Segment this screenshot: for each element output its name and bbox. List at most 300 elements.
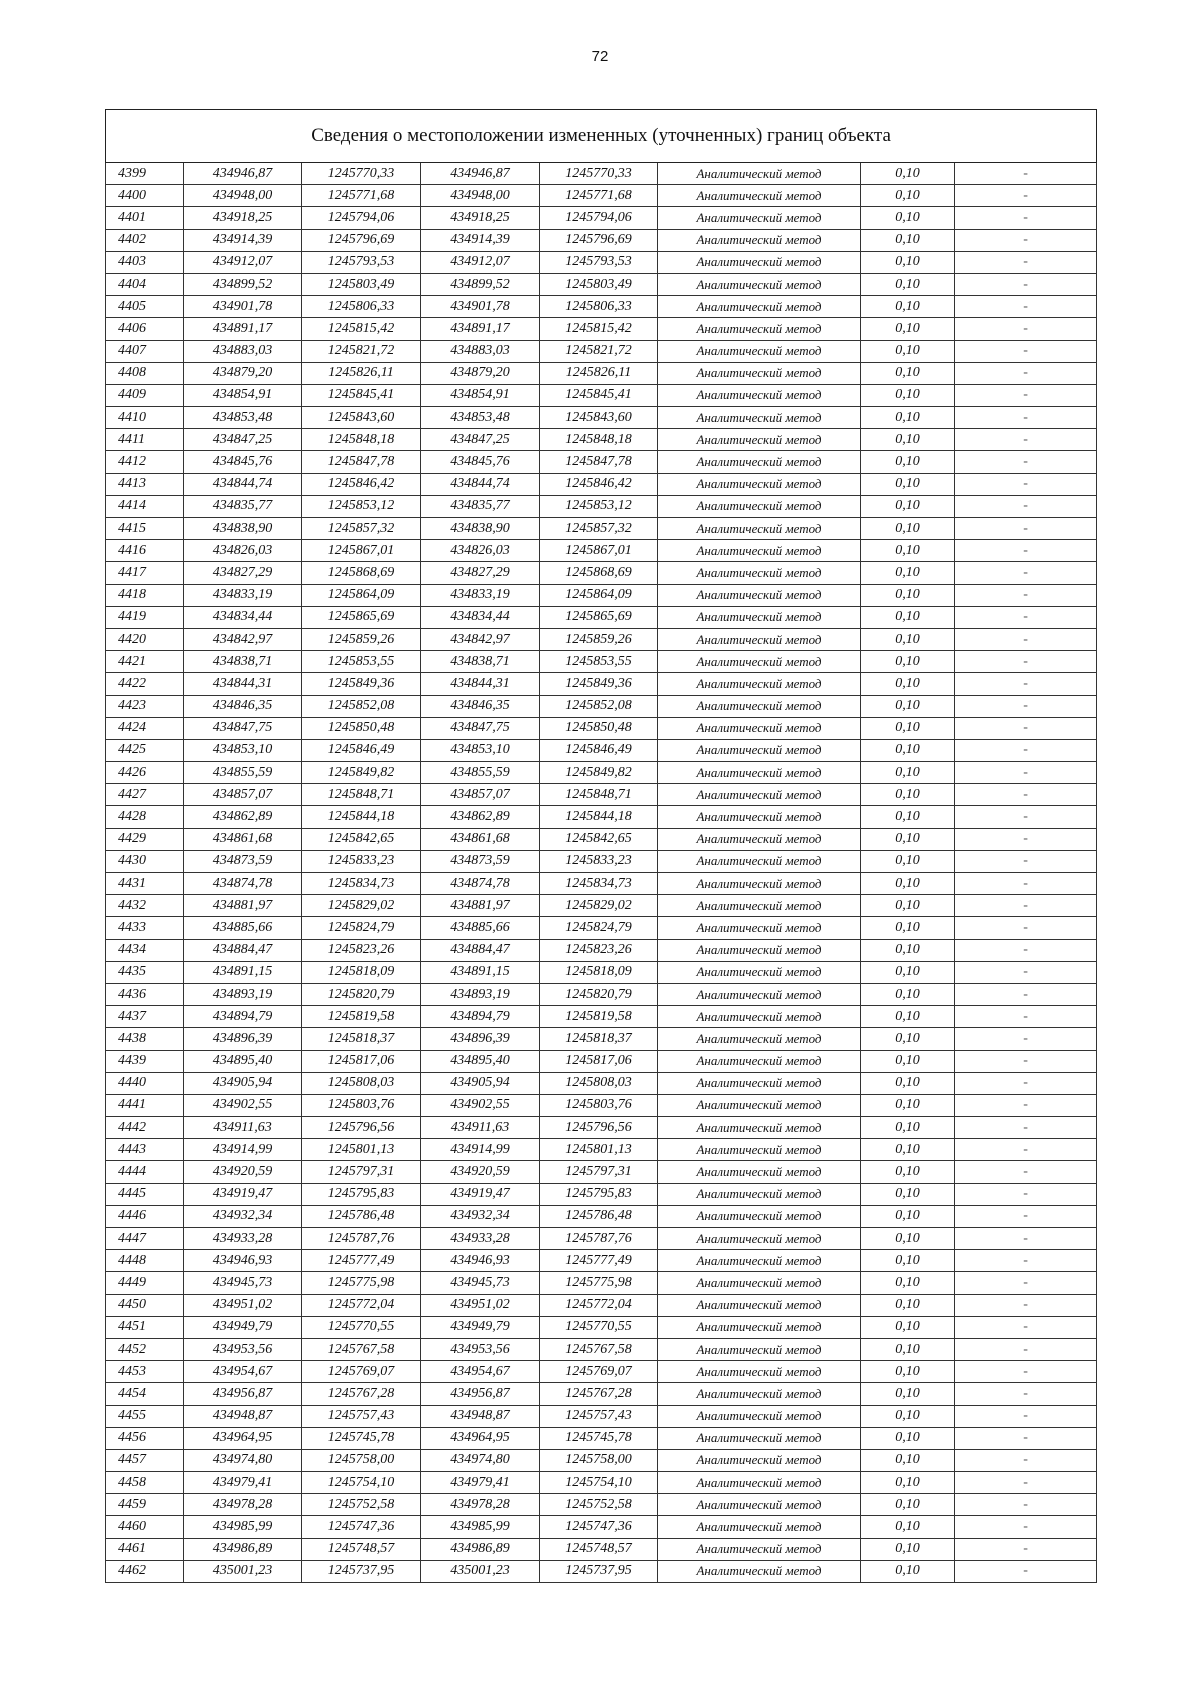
cell-method: Аналитический метод	[658, 606, 861, 628]
cell-new-x: 434884,47	[421, 939, 540, 961]
cell-new-y: 1245745,78	[540, 1427, 658, 1449]
cell-point-number: 4460	[106, 1516, 184, 1538]
cell-old-x: 434919,47	[184, 1183, 302, 1205]
cell-method: Аналитический метод	[658, 695, 861, 717]
table-caption: Сведения о местоположении измененных (уточненных) границ объекта	[106, 110, 1097, 163]
cell-old-x: 434932,34	[184, 1205, 302, 1227]
table-row	[106, 784, 1097, 806]
cell-precision: 0,10	[861, 628, 955, 650]
cell-new-y: 1245842,65	[540, 828, 658, 850]
table-row	[106, 828, 1097, 850]
cell-new-y: 1245845,41	[540, 384, 658, 406]
cell-old-x: 434862,89	[184, 806, 302, 828]
cell-point-number: 4453	[106, 1361, 184, 1383]
cell-precision: 0,10	[861, 1139, 955, 1161]
cell-old-x: 434901,78	[184, 296, 302, 318]
cell-old-x: 434978,28	[184, 1494, 302, 1516]
cell-new-y: 1245849,82	[540, 762, 658, 784]
table-row	[106, 628, 1097, 650]
cell-point-number: 4429	[106, 828, 184, 850]
cell-method: Аналитический метод	[658, 1338, 861, 1360]
cell-new-x: 434842,97	[421, 628, 540, 650]
cell-old-y: 1245806,33	[302, 296, 421, 318]
cell-precision: 0,10	[861, 1294, 955, 1316]
cell-precision: 0,10	[861, 1161, 955, 1183]
cell-old-y: 1245795,83	[302, 1183, 421, 1205]
cell-new-x: 434873,59	[421, 850, 540, 872]
cell-new-y: 1245834,73	[540, 873, 658, 895]
cell-description: -	[955, 1094, 1097, 1116]
table-row	[106, 185, 1097, 207]
cell-old-x: 434914,99	[184, 1139, 302, 1161]
cell-method: Аналитический метод	[658, 873, 861, 895]
cell-new-x: 434978,28	[421, 1494, 540, 1516]
table-row	[106, 1050, 1097, 1072]
cell-description: -	[955, 1228, 1097, 1250]
cell-point-number: 4411	[106, 429, 184, 451]
table-row	[106, 961, 1097, 983]
cell-new-y: 1245754,10	[540, 1472, 658, 1494]
cell-precision: 0,10	[861, 762, 955, 784]
cell-method: Аналитический метод	[658, 540, 861, 562]
cell-new-x: 434953,56	[421, 1338, 540, 1360]
cell-new-y: 1245864,09	[540, 584, 658, 606]
cell-old-y: 1245849,82	[302, 762, 421, 784]
cell-point-number: 4401	[106, 207, 184, 229]
cell-description: -	[955, 362, 1097, 384]
cell-old-x: 434948,87	[184, 1405, 302, 1427]
table-row	[106, 1072, 1097, 1094]
cell-precision: 0,10	[861, 784, 955, 806]
table-row	[106, 1161, 1097, 1183]
cell-description: -	[955, 207, 1097, 229]
cell-old-x: 434827,29	[184, 562, 302, 584]
cell-method: Аналитический метод	[658, 762, 861, 784]
cell-description: -	[955, 939, 1097, 961]
cell-old-x: 434826,03	[184, 540, 302, 562]
table-row	[106, 695, 1097, 717]
cell-new-x: 434948,00	[421, 185, 540, 207]
cell-precision: 0,10	[861, 207, 955, 229]
cell-new-x: 434853,10	[421, 739, 540, 761]
table-row	[106, 1205, 1097, 1227]
cell-new-y: 1245797,31	[540, 1161, 658, 1183]
cell-point-number: 4447	[106, 1228, 184, 1250]
cell-new-x: 434905,94	[421, 1072, 540, 1094]
cell-old-x: 434844,31	[184, 673, 302, 695]
cell-old-x: 434847,25	[184, 429, 302, 451]
cell-old-y: 1245848,18	[302, 429, 421, 451]
cell-method: Аналитический метод	[658, 1538, 861, 1560]
cell-point-number: 4459	[106, 1494, 184, 1516]
cell-old-y: 1245770,55	[302, 1316, 421, 1338]
cell-precision: 0,10	[861, 1316, 955, 1338]
cell-new-y: 1245757,43	[540, 1405, 658, 1427]
cell-new-x: 434857,07	[421, 784, 540, 806]
cell-point-number: 4406	[106, 318, 184, 340]
cell-old-x: 434920,59	[184, 1161, 302, 1183]
table-row	[106, 1294, 1097, 1316]
cell-old-x: 434874,78	[184, 873, 302, 895]
cell-precision: 0,10	[861, 340, 955, 362]
cell-description: -	[955, 1449, 1097, 1471]
cell-new-y: 1245787,76	[540, 1228, 658, 1250]
cell-point-number: 4441	[106, 1094, 184, 1116]
cell-description: -	[955, 1427, 1097, 1449]
cell-description: -	[955, 185, 1097, 207]
boundary-coordinates-table	[105, 109, 1097, 1583]
cell-description: -	[955, 584, 1097, 606]
cell-new-y: 1245849,36	[540, 673, 658, 695]
cell-description: -	[955, 1560, 1097, 1582]
cell-description: -	[955, 1117, 1097, 1139]
cell-description: -	[955, 473, 1097, 495]
table-row	[106, 540, 1097, 562]
cell-new-y: 1245867,01	[540, 540, 658, 562]
cell-old-y: 1245849,36	[302, 673, 421, 695]
cell-description: -	[955, 1316, 1097, 1338]
table-row	[106, 1383, 1097, 1405]
cell-method: Аналитический метод	[658, 296, 861, 318]
table-row	[106, 1316, 1097, 1338]
cell-precision: 0,10	[861, 1250, 955, 1272]
cell-new-x: 434844,74	[421, 473, 540, 495]
cell-precision: 0,10	[861, 1006, 955, 1028]
cell-new-y: 1245844,18	[540, 806, 658, 828]
cell-description: -	[955, 1006, 1097, 1028]
cell-method: Аналитический метод	[658, 1139, 861, 1161]
cell-new-x: 434914,39	[421, 229, 540, 251]
cell-old-x: 434945,73	[184, 1272, 302, 1294]
cell-description: -	[955, 495, 1097, 517]
cell-precision: 0,10	[861, 451, 955, 473]
cell-old-y: 1245833,23	[302, 850, 421, 872]
cell-old-y: 1245803,76	[302, 1094, 421, 1116]
cell-new-x: 434964,95	[421, 1427, 540, 1449]
cell-old-x: 434902,55	[184, 1094, 302, 1116]
cell-new-x: 434956,87	[421, 1383, 540, 1405]
cell-old-y: 1245777,49	[302, 1250, 421, 1272]
table-row	[106, 1272, 1097, 1294]
cell-precision: 0,10	[861, 229, 955, 251]
cell-new-y: 1245786,48	[540, 1205, 658, 1227]
cell-point-number: 4443	[106, 1139, 184, 1161]
cell-description: -	[955, 1183, 1097, 1205]
table-row	[106, 1338, 1097, 1360]
cell-new-y: 1245829,02	[540, 895, 658, 917]
cell-method: Аналитический метод	[658, 1272, 861, 1294]
cell-precision: 0,10	[861, 828, 955, 850]
table-row	[106, 983, 1097, 1005]
cell-new-y: 1245806,33	[540, 296, 658, 318]
cell-method: Аналитический метод	[658, 739, 861, 761]
table-row	[106, 1094, 1097, 1116]
cell-description: -	[955, 273, 1097, 295]
cell-old-y: 1245834,73	[302, 873, 421, 895]
cell-old-x: 434838,71	[184, 651, 302, 673]
cell-precision: 0,10	[861, 1560, 955, 1582]
cell-old-x: 435001,23	[184, 1560, 302, 1582]
cell-new-y: 1245801,13	[540, 1139, 658, 1161]
cell-description: -	[955, 673, 1097, 695]
cell-old-y: 1245796,69	[302, 229, 421, 251]
cell-description: -	[955, 451, 1097, 473]
table-row	[106, 318, 1097, 340]
cell-old-y: 1245754,10	[302, 1472, 421, 1494]
cell-old-y: 1245817,06	[302, 1050, 421, 1072]
cell-point-number: 4462	[106, 1560, 184, 1582]
cell-old-y: 1245801,13	[302, 1139, 421, 1161]
cell-point-number: 4413	[106, 473, 184, 495]
cell-new-y: 1245803,76	[540, 1094, 658, 1116]
cell-new-y: 1245747,36	[540, 1516, 658, 1538]
cell-new-x: 434948,87	[421, 1405, 540, 1427]
table-row	[106, 895, 1097, 917]
cell-description: -	[955, 251, 1097, 273]
cell-old-y: 1245868,69	[302, 562, 421, 584]
cell-precision: 0,10	[861, 362, 955, 384]
cell-old-x: 434884,47	[184, 939, 302, 961]
cell-new-y: 1245833,23	[540, 850, 658, 872]
cell-point-number: 4424	[106, 717, 184, 739]
cell-description: -	[955, 1161, 1097, 1183]
cell-precision: 0,10	[861, 495, 955, 517]
cell-new-y: 1245769,07	[540, 1361, 658, 1383]
cell-point-number: 4436	[106, 983, 184, 1005]
cell-old-y: 1245737,95	[302, 1560, 421, 1582]
cell-method: Аналитический метод	[658, 407, 861, 429]
cell-old-x: 434835,77	[184, 495, 302, 517]
cell-description: -	[955, 784, 1097, 806]
cell-old-y: 1245752,58	[302, 1494, 421, 1516]
cell-old-y: 1245853,55	[302, 651, 421, 673]
cell-method: Аналитический метод	[658, 1516, 861, 1538]
cell-description: -	[955, 1072, 1097, 1094]
cell-method: Аналитический метод	[658, 229, 861, 251]
cell-new-y: 1245818,09	[540, 961, 658, 983]
cell-new-x: 434827,29	[421, 562, 540, 584]
cell-point-number: 4439	[106, 1050, 184, 1072]
cell-precision: 0,10	[861, 1072, 955, 1094]
cell-method: Аналитический метод	[658, 628, 861, 650]
cell-point-number: 4403	[106, 251, 184, 273]
table-row	[106, 518, 1097, 540]
cell-new-x: 434946,93	[421, 1250, 540, 1272]
cell-old-y: 1245820,79	[302, 983, 421, 1005]
cell-old-y: 1245857,32	[302, 518, 421, 540]
cell-method: Аналитический метод	[658, 1028, 861, 1050]
cell-old-y: 1245867,01	[302, 540, 421, 562]
cell-new-y: 1245794,06	[540, 207, 658, 229]
cell-method: Аналитический метод	[658, 1449, 861, 1471]
cell-old-y: 1245842,65	[302, 828, 421, 850]
cell-precision: 0,10	[861, 606, 955, 628]
table-row	[106, 850, 1097, 872]
table-row	[106, 1538, 1097, 1560]
table-row	[106, 739, 1097, 761]
table-row	[106, 562, 1097, 584]
table-row	[106, 1494, 1097, 1516]
cell-description: -	[955, 1250, 1097, 1272]
cell-new-x: 434845,76	[421, 451, 540, 473]
cell-new-x: 434853,48	[421, 407, 540, 429]
cell-old-y: 1245767,28	[302, 1383, 421, 1405]
cell-point-number: 4405	[106, 296, 184, 318]
cell-point-number: 4440	[106, 1072, 184, 1094]
cell-precision: 0,10	[861, 983, 955, 1005]
cell-precision: 0,10	[861, 917, 955, 939]
cell-old-y: 1245786,48	[302, 1205, 421, 1227]
cell-method: Аналитический метод	[658, 1560, 861, 1582]
cell-point-number: 4421	[106, 651, 184, 673]
cell-point-number: 4422	[106, 673, 184, 695]
cell-new-x: 434899,52	[421, 273, 540, 295]
cell-method: Аналитический метод	[658, 562, 861, 584]
cell-method: Аналитический метод	[658, 473, 861, 495]
cell-precision: 0,10	[861, 540, 955, 562]
cell-precision: 0,10	[861, 1472, 955, 1494]
cell-old-y: 1245826,11	[302, 362, 421, 384]
cell-method: Аналитический метод	[658, 1405, 861, 1427]
table-row	[106, 163, 1097, 185]
cell-old-x: 434896,39	[184, 1028, 302, 1050]
cell-point-number: 4442	[106, 1117, 184, 1139]
cell-new-x: 434914,99	[421, 1139, 540, 1161]
cell-old-y: 1245843,60	[302, 407, 421, 429]
cell-precision: 0,10	[861, 1494, 955, 1516]
cell-new-x: 434919,47	[421, 1183, 540, 1205]
cell-new-x: 434951,02	[421, 1294, 540, 1316]
cell-old-x: 434946,93	[184, 1250, 302, 1272]
cell-point-number: 4420	[106, 628, 184, 650]
table-row	[106, 362, 1097, 384]
table-row	[106, 673, 1097, 695]
cell-precision: 0,10	[861, 1361, 955, 1383]
cell-old-y: 1245794,06	[302, 207, 421, 229]
cell-description: -	[955, 850, 1097, 872]
cell-precision: 0,10	[861, 939, 955, 961]
cell-point-number: 4426	[106, 762, 184, 784]
cell-new-x: 434883,03	[421, 340, 540, 362]
cell-old-x: 434964,95	[184, 1427, 302, 1449]
cell-description: -	[955, 895, 1097, 917]
cell-point-number: 4434	[106, 939, 184, 961]
cell-description: -	[955, 739, 1097, 761]
cell-new-y: 1245843,60	[540, 407, 658, 429]
cell-precision: 0,10	[861, 518, 955, 540]
cell-method: Аналитический метод	[658, 1161, 861, 1183]
cell-description: -	[955, 429, 1097, 451]
cell-method: Аналитический метод	[658, 163, 861, 185]
cell-precision: 0,10	[861, 739, 955, 761]
table-caption-row	[106, 110, 1097, 163]
cell-point-number: 4431	[106, 873, 184, 895]
cell-method: Аналитический метод	[658, 207, 861, 229]
cell-new-x: 434954,67	[421, 1361, 540, 1383]
cell-new-x: 434901,78	[421, 296, 540, 318]
cell-new-y: 1245850,48	[540, 717, 658, 739]
table-row	[106, 606, 1097, 628]
cell-new-x: 434894,79	[421, 1006, 540, 1028]
cell-old-y: 1245797,31	[302, 1161, 421, 1183]
cell-old-x: 434853,10	[184, 739, 302, 761]
cell-old-y: 1245823,26	[302, 939, 421, 961]
cell-old-x: 434895,40	[184, 1050, 302, 1072]
cell-point-number: 4427	[106, 784, 184, 806]
table-row	[106, 1516, 1097, 1538]
table-row	[106, 1028, 1097, 1050]
cell-method: Аналитический метод	[658, 784, 861, 806]
cell-description: -	[955, 806, 1097, 828]
table-row	[106, 407, 1097, 429]
cell-precision: 0,10	[861, 895, 955, 917]
page-number: 72	[591, 48, 609, 65]
cell-old-x: 434894,79	[184, 1006, 302, 1028]
cell-new-x: 434902,55	[421, 1094, 540, 1116]
cell-old-x: 434891,17	[184, 318, 302, 340]
cell-new-x: 434834,44	[421, 606, 540, 628]
cell-point-number: 4430	[106, 850, 184, 872]
cell-old-x: 434899,52	[184, 273, 302, 295]
cell-old-y: 1245747,36	[302, 1516, 421, 1538]
cell-description: -	[955, 1361, 1097, 1383]
cell-point-number: 4408	[106, 362, 184, 384]
cell-old-x: 434845,76	[184, 451, 302, 473]
cell-method: Аналитический метод	[658, 1228, 861, 1250]
cell-old-x: 434974,80	[184, 1449, 302, 1471]
table-row	[106, 384, 1097, 406]
cell-new-x: 434847,75	[421, 717, 540, 739]
cell-new-x: 434826,03	[421, 540, 540, 562]
cell-method: Аналитический метод	[658, 895, 861, 917]
cell-precision: 0,10	[861, 1183, 955, 1205]
cell-old-y: 1245757,43	[302, 1405, 421, 1427]
cell-precision: 0,10	[861, 1538, 955, 1560]
cell-new-x: 434974,80	[421, 1449, 540, 1471]
cell-old-x: 434838,90	[184, 518, 302, 540]
cell-method: Аналитический метод	[658, 1472, 861, 1494]
cell-point-number: 4404	[106, 273, 184, 295]
table-row	[106, 873, 1097, 895]
cell-old-x: 434986,89	[184, 1538, 302, 1560]
cell-point-number: 4444	[106, 1161, 184, 1183]
cell-old-y: 1245775,98	[302, 1272, 421, 1294]
cell-description: -	[955, 1338, 1097, 1360]
cell-description: -	[955, 628, 1097, 650]
cell-new-x: 434855,59	[421, 762, 540, 784]
cell-old-x: 434853,48	[184, 407, 302, 429]
cell-precision: 0,10	[861, 407, 955, 429]
cell-description: -	[955, 1494, 1097, 1516]
cell-precision: 0,10	[861, 384, 955, 406]
cell-old-y: 1245787,76	[302, 1228, 421, 1250]
cell-method: Аналитический метод	[658, 828, 861, 850]
cell-description: -	[955, 518, 1097, 540]
cell-new-x: 434920,59	[421, 1161, 540, 1183]
table-row	[106, 429, 1097, 451]
cell-method: Аналитический метод	[658, 917, 861, 939]
cell-new-y: 1245859,26	[540, 628, 658, 650]
cell-new-y: 1245853,12	[540, 495, 658, 517]
cell-new-x: 434881,97	[421, 895, 540, 917]
table-row	[106, 451, 1097, 473]
table-row	[106, 1449, 1097, 1471]
cell-precision: 0,10	[861, 1272, 955, 1294]
cell-new-x: 434986,89	[421, 1538, 540, 1560]
cell-method: Аналитический метод	[658, 1006, 861, 1028]
cell-method: Аналитический метод	[658, 584, 861, 606]
table-row	[106, 1405, 1097, 1427]
